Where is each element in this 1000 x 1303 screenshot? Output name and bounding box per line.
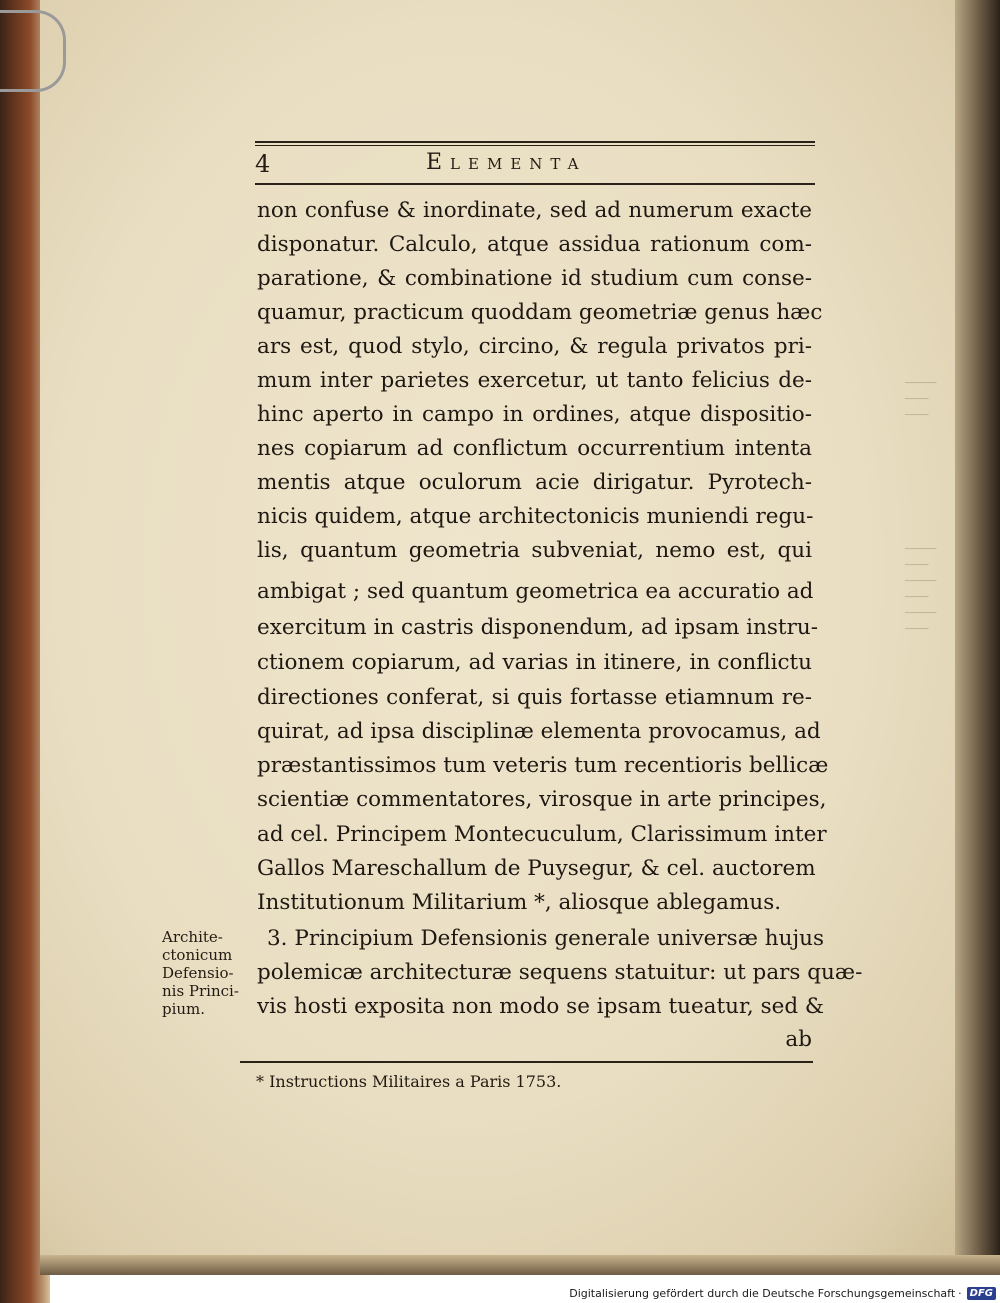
text-line: scientiæ commentatores, virosque in arte principes,	[257, 787, 827, 812]
show-through-mark: ──── ─── ──── ─── ──── ───	[905, 542, 937, 637]
text-line: exercitum in castris disponendum, ad ipsam instru-	[257, 615, 818, 640]
footnote-rule	[240, 1061, 813, 1063]
margin-note-line: Archite-	[162, 928, 223, 946]
text-line: directiones conferat, si quis fortasse etiamnum re-	[257, 685, 812, 710]
text-line: nes copiarum ad conflictum occurrentium intenta	[257, 436, 812, 461]
running-title: Elementa	[426, 150, 587, 175]
header-rule-top	[255, 141, 815, 143]
text-line: ad cel. Principem Montecuculum, Clarissimum inter	[257, 822, 827, 847]
text-line: non confuse & inordinate, sed ad numerum exacte	[257, 198, 812, 223]
text-line: Institutionum Militarium *, aliosque ablegamus.	[257, 890, 782, 915]
text-line: Gallos Mareschallum de Puysegur, & cel. auctorem	[257, 856, 816, 881]
text-line: disponatur. Calculo, atque assidua rationum com-	[257, 232, 812, 257]
credit-text: Digitalisierung gefördert durch die Deutsche Forschungsgemeinschaft	[569, 1286, 956, 1300]
digitization-credit	[563, 1283, 1000, 1303]
text-line: mum inter parietes exercetur, ut tanto felicius de-	[257, 368, 812, 393]
text-line: 3. Principium Defensionis generale universæ hujus	[267, 926, 824, 951]
catchword: ab	[785, 1027, 812, 1052]
text-line: mentis atque oculorum acie dirigatur. Pyrotech-	[257, 470, 812, 495]
text-line: ctionem copiarum, ad varias in itinere, in conflictu	[257, 650, 812, 675]
page-gutter-shadow	[955, 0, 1000, 1265]
text-line: polemicæ architecturæ sequens statuitur: ut pars quæ-	[257, 960, 863, 985]
text-line: hinc aperto in campo in ordines, atque dispositio-	[257, 402, 812, 427]
credit-separator: ·	[958, 1286, 962, 1300]
text-line: ambigat ; sed quantum geometrica ea accuratio ad	[257, 579, 814, 604]
dfg-logo-icon: DFG	[967, 1287, 996, 1300]
page-number: 4	[255, 150, 271, 178]
margin-note-line: pium.	[162, 1000, 206, 1018]
text-line: paratione, & combinatione id studium cum conse-	[257, 266, 812, 291]
text-line: nicis quidem, atque architectonicis muniendi regu-	[257, 504, 814, 529]
page-bottom-edge	[40, 1255, 1000, 1275]
margin-note	[162, 928, 247, 1018]
text-line: vis hosti exposita non modo se ipsam tueatur, sed &	[257, 994, 825, 1019]
text-line: quamur, practicum quoddam geometriæ genus hæc	[257, 300, 823, 325]
paper-clip	[0, 10, 66, 92]
margin-note-line: nis Princi-	[162, 982, 239, 1000]
header-rule-bottom	[255, 183, 815, 185]
footnote: * Instructions Militaires a Paris 1753.	[256, 1072, 562, 1091]
margin-note-line: Defensio-	[162, 964, 234, 982]
text-line: quirat, ad ipsa disciplinæ elementa provocamus, ad	[257, 719, 821, 744]
header-rule-top-thin	[255, 145, 815, 146]
margin-note-line: ctonicum	[162, 946, 233, 964]
text-line: ars est, quod stylo, circino, & regula privatos pri-	[257, 334, 812, 359]
show-through-mark: ──── ─── ───	[905, 376, 937, 423]
text-line: lis, quantum geometria subveniat, nemo est, qui	[257, 538, 812, 563]
text-line: præstantissimos tum veteris tum recentioris bellicæ	[257, 753, 829, 778]
